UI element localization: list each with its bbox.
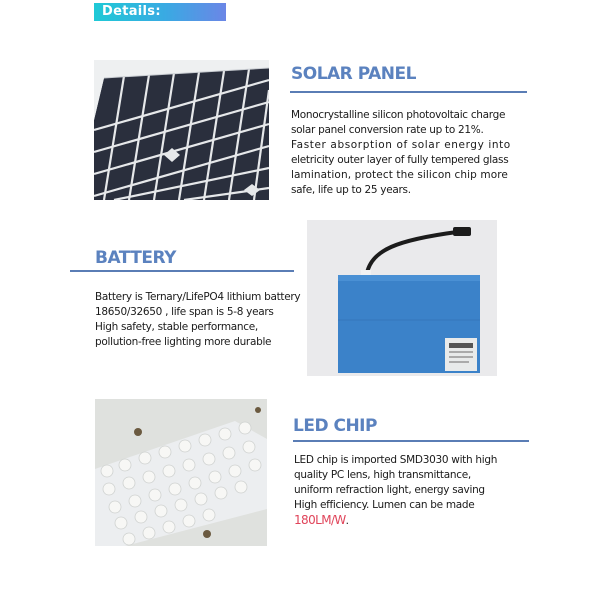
- section-heading-led-chip: LED CHIP: [293, 416, 377, 436]
- efficiency-value-line: [294, 513, 497, 529]
- text-line: eletricity outer layer of fully tempered glass: [291, 154, 509, 166]
- section-heading-battery: BATTERY: [95, 248, 176, 268]
- solar-panel-photo: [94, 60, 269, 200]
- text-line: Faster absorption of solar energy into: [291, 139, 511, 151]
- section-divider: [290, 91, 527, 93]
- details-banner-label: Details:: [102, 4, 161, 19]
- details-banner: [94, 3, 226, 21]
- text-line: LED chip is imported SMD3030 with high: [294, 454, 498, 466]
- text-line: quality PC lens, high transmittance,: [294, 469, 471, 481]
- solar-panel-description: [291, 108, 511, 198]
- text-line: Battery is Ternary/LifePO4 lithium battery: [95, 291, 301, 303]
- text-line: pollution-free lighting more durable: [95, 336, 272, 348]
- text-line: safe, life up to 25 years.: [291, 184, 411, 196]
- text-line: 18650/32650 , life span is 5-8 years: [95, 306, 274, 318]
- section-divider: [70, 270, 294, 272]
- text-line: High safety, stable performance,: [95, 321, 258, 333]
- text-line: Monocrystalline silicon photovoltaic charge: [291, 109, 506, 121]
- text-line: solar panel conversion rate up to 21%.: [291, 124, 484, 136]
- efficiency-highlight: 180LM/W: [294, 513, 346, 527]
- battery-description: [95, 290, 300, 350]
- battery-pack-photo: [307, 220, 497, 376]
- text-suffix: .: [345, 515, 349, 527]
- text-line: High efficiency. Lumen can be made: [294, 499, 475, 511]
- section-divider: [293, 440, 529, 442]
- section-heading-solar-panel: SOLAR PANEL: [291, 64, 416, 84]
- text-line: uniform refraction light, energy saving: [294, 484, 485, 496]
- led-chip-module-photo: [95, 399, 267, 546]
- led-chip-description: [294, 453, 497, 529]
- text-line: lamination, protect the silicon chip more: [291, 169, 508, 181]
